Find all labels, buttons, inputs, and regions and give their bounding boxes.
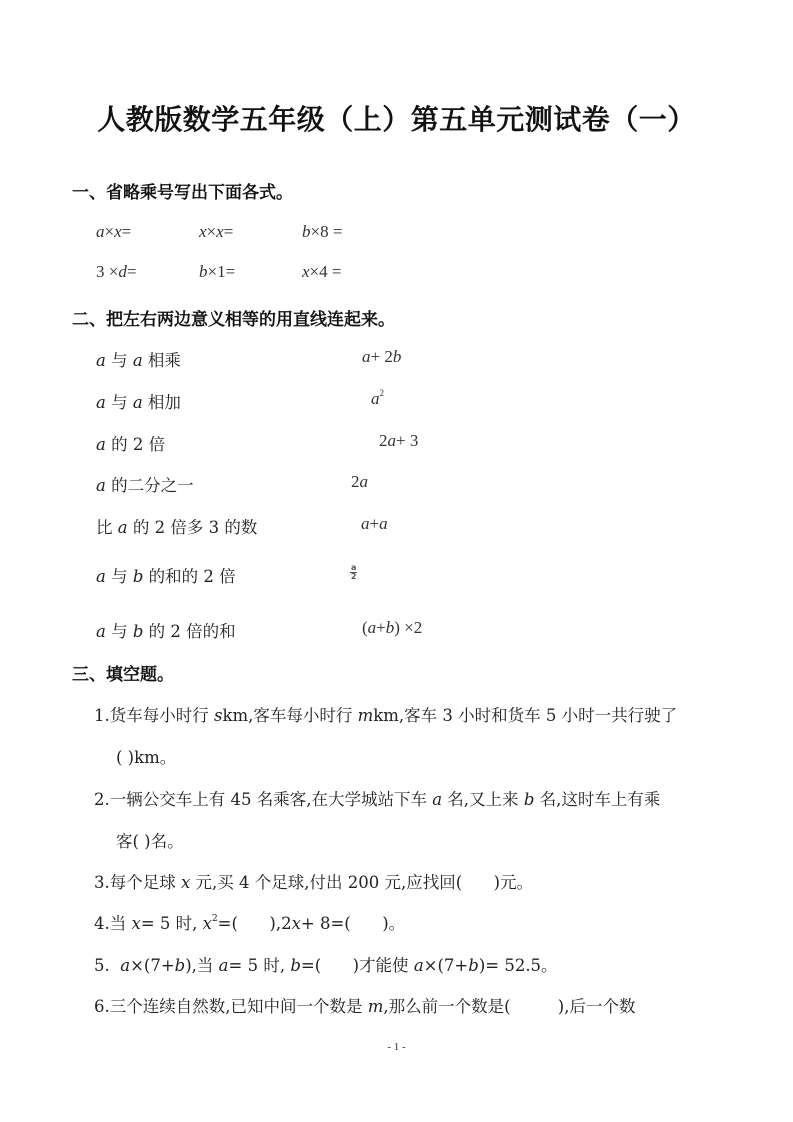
left-item-2: a 与 a 相加: [96, 393, 181, 412]
expr-2-2: b×1=: [199, 262, 236, 281]
expr-1-1: a×x=: [96, 222, 132, 241]
right-item-2: $a^2$: [371, 388, 384, 408]
question-6-line-1: 6.三个连续自然数,已知中间一个数是 m,那么前一个数是( ),后一个数: [94, 997, 636, 1016]
expr-2-1: 3 ×d=: [96, 262, 137, 281]
question-1-line-1: 1.货车每小时行 skm,客车每小时行 mkm,客车 3 小时和货车 5 小时一共行驶了: [94, 706, 678, 725]
page-title: 人教版数学五年级（上）第五单元测试卷（一）: [97, 103, 696, 136]
question-4: 4.当 x= 5 时, $x^2=$( ),2x+ 8=( )。: [94, 914, 406, 933]
question-5: 5. a×(7+b),当 a= 5 时, b=( )才能使 a×(7+b)= 52.5。: [94, 956, 558, 975]
fraction-a-over-2: $\frac{a}{2}$: [350, 563, 357, 581]
left-item-4: a 的二分之一: [96, 476, 194, 495]
right-item-6: [350, 564, 357, 583]
section-1-heading: 一、省略乘号写出下面各式。: [72, 183, 293, 203]
left-item-5: 比 a 的 2 倍多 3 的数: [96, 518, 258, 537]
right-item-5: a+a: [361, 514, 388, 533]
expr-1-3: b×8 =: [302, 222, 343, 241]
right-item-3: 2a+ 3: [379, 431, 419, 450]
right-item-4: 2a: [351, 472, 368, 491]
section-3-heading: 三、填空题。: [72, 665, 174, 685]
left-item-7: a 与 b 的 2 倍的和: [96, 622, 236, 641]
expr-1-2: x×x=: [199, 222, 234, 241]
question-3: 3.每个足球 x 元,买 4 个足球,付出 200 元,应找回( )元。: [94, 873, 534, 892]
question-2-line-1: 2.一辆公交车上有 45 名乘客,在大学城站下车 a 名,又上来 b 名,这时车上有乘: [94, 790, 661, 809]
question-2-line-2: 客( )名。: [116, 832, 184, 851]
left-item-1: a 与 a 相乘: [96, 351, 181, 370]
page-number: - 1 -: [387, 1041, 406, 1053]
question-1-line-2: ( )km。: [116, 748, 177, 767]
right-item-7: (a+b) ×2: [362, 618, 423, 637]
left-item-3: a 的 2 倍: [96, 435, 166, 454]
expr-2-3: x×4 =: [302, 262, 342, 281]
section-2-heading: 二、把左右两边意义相等的用直线连起来。: [72, 310, 395, 330]
left-item-6: a 与 b 的和的 2 倍: [96, 567, 236, 586]
right-item-1: a+ 2b: [362, 347, 402, 366]
